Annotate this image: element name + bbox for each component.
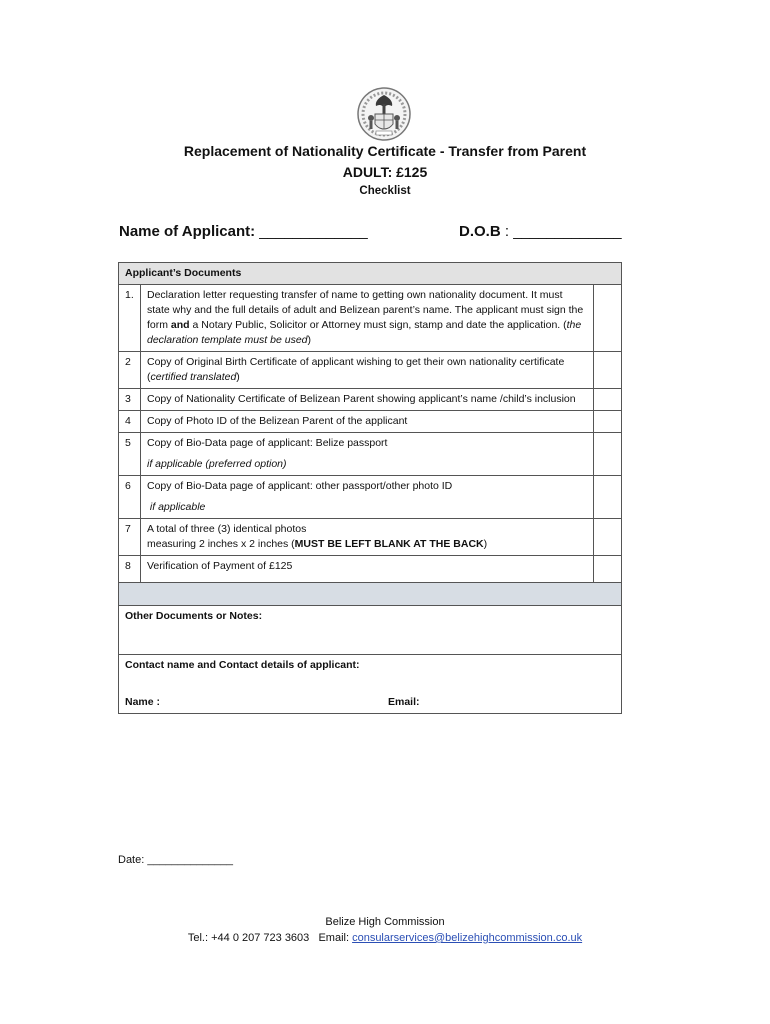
item-description	[141, 476, 594, 519]
item-checkbox[interactable]	[593, 519, 621, 556]
item-text: Declaration letter requesting transfer of name to getting own nationality document. It must state why and the full details of adult and Belizean parent’s name. The applicant must sign the form	[147, 289, 584, 331]
applicant-name-line	[119, 223, 368, 240]
spacer-row	[119, 583, 622, 606]
item-text: Copy of Bio-Data page of applicant: other passport/other photo ID	[147, 480, 453, 492]
item-note: (	[147, 371, 151, 383]
item-checkbox[interactable]	[593, 433, 621, 476]
item-checkbox[interactable]	[593, 476, 621, 519]
table-row	[119, 519, 622, 556]
documents-header-row	[119, 263, 622, 285]
other-documents-label: Other Documents or Notes:	[125, 610, 263, 622]
item-text-bold: MUST BE LEFT BLANK AT THE BACK	[294, 538, 484, 550]
item-description	[141, 519, 594, 556]
other-documents-field[interactable]	[119, 606, 622, 655]
item-note-italic: certified translated	[150, 371, 237, 383]
item-subnote: if applicable (preferred option)	[147, 458, 287, 470]
table-row	[119, 476, 622, 519]
item-number: 4	[119, 411, 141, 433]
dob-separator: :	[504, 223, 510, 240]
item-text: )	[307, 334, 312, 346]
item-number: 8	[119, 556, 141, 583]
spacer-cell	[119, 583, 622, 606]
table-row	[119, 411, 622, 433]
footer-email-link[interactable]: consularservices@belizehighcommission.co.uk	[352, 932, 583, 944]
item-description	[141, 285, 594, 352]
contact-row	[119, 655, 622, 714]
item-checkbox[interactable]	[593, 352, 621, 389]
item-checkbox[interactable]	[593, 285, 621, 352]
item-text-italic: the declaration template must be used	[147, 319, 582, 346]
item-number: 5	[119, 433, 141, 476]
item-description: Copy of Photo ID of the Belizean Parent of the applicant	[141, 411, 594, 433]
item-checkbox[interactable]	[593, 556, 621, 583]
item-checkbox[interactable]	[593, 411, 621, 433]
other-documents-row	[119, 606, 622, 655]
item-note: )	[236, 371, 240, 383]
dob-blank[interactable]: _____________	[513, 223, 622, 240]
item-text: Copy of Bio-Data page of applicant: Belize passport	[147, 437, 388, 449]
footer-organisation: Belize High Commission	[325, 916, 445, 928]
table-row	[119, 556, 622, 583]
item-number: 7	[119, 519, 141, 556]
item-text-bold: and	[170, 319, 190, 331]
footer-telephone: Tel.: +44 0 207 723 3603 Email:	[187, 932, 353, 944]
item-description: Copy of Nationality Certificate of Belizean Parent showing applicant’s name /child’s inclusion	[141, 389, 594, 411]
contact-name-label: Name :	[125, 696, 161, 708]
date-blank[interactable]: ______________	[147, 854, 234, 866]
item-text: a Notary Public, Solicitor or Attorney must sign, stamp and date the application. (	[189, 319, 567, 331]
contact-details-field[interactable]	[119, 655, 622, 714]
item-checkbox[interactable]	[593, 389, 621, 411]
item-description: Verification of Payment of £125	[141, 556, 594, 583]
date-label: Date:	[118, 854, 145, 866]
item-text: measuring 2 inches x 2 inches (	[147, 538, 295, 550]
document-title: Replacement of Nationality Certificate - Transfer from Parent	[183, 143, 587, 159]
item-number: 3	[119, 389, 141, 411]
dob-line	[459, 223, 622, 240]
item-number: 6	[119, 476, 141, 519]
item-text: )	[483, 538, 488, 550]
footer-contact	[0, 932, 770, 944]
date-line	[118, 854, 233, 866]
table-row	[119, 352, 622, 389]
documents-header: Applicant’s Documents	[119, 263, 622, 285]
checklist-label: Checklist	[359, 185, 411, 197]
documents-checklist-table	[118, 262, 622, 714]
table-row	[119, 285, 622, 352]
item-text: A total of three (3) identical photos	[147, 523, 307, 535]
table-row	[119, 389, 622, 411]
item-text: Copy of Original Birth Certificate of applicant wishing to get their own nationality certificate	[147, 356, 565, 368]
item-subnote: if applicable	[147, 501, 206, 513]
table-row	[119, 433, 622, 476]
belize-coat-of-arms-seal	[356, 86, 412, 142]
item-description	[141, 352, 594, 389]
item-description	[141, 433, 594, 476]
item-number: 2	[119, 352, 141, 389]
contact-email-label: Email:	[388, 696, 420, 708]
item-number: 1.	[119, 285, 141, 352]
contact-label: Contact name and Contact details of applicant:	[125, 659, 360, 671]
fee-line: ADULT: £125	[342, 164, 428, 180]
applicant-name-label: Name of Applicant:	[119, 223, 256, 240]
applicant-name-blank[interactable]: _____________	[259, 223, 368, 240]
dob-label: D.O.B	[459, 223, 501, 240]
